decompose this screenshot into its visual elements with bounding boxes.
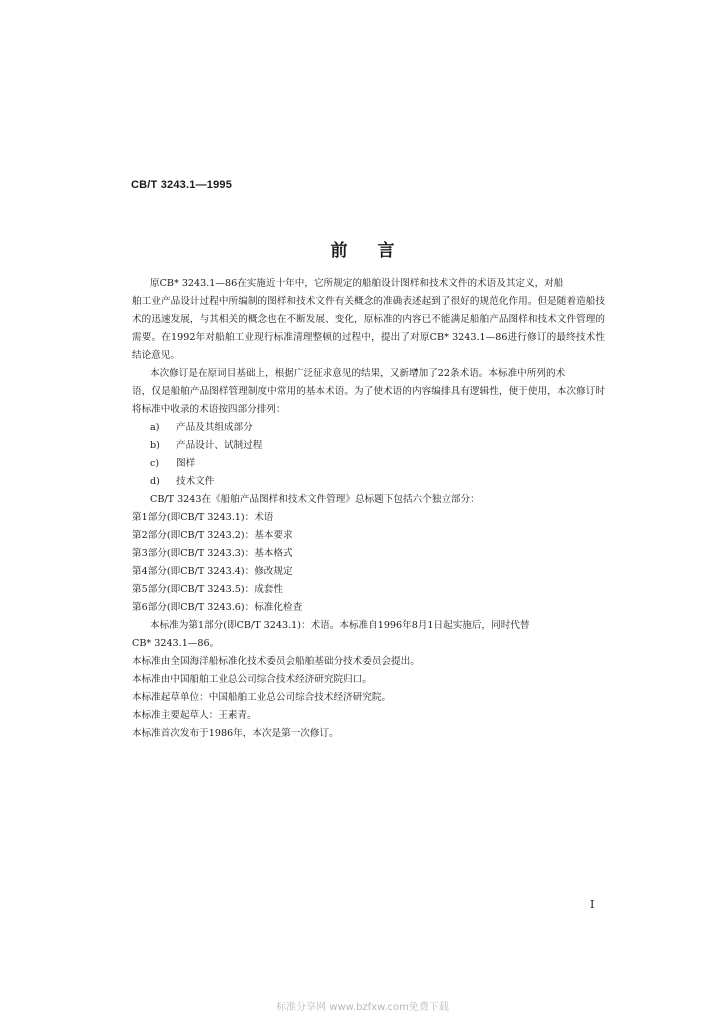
list-item-text: 技术文件 [176, 476, 215, 487]
list-item-text: 产品设计、试制过程 [176, 440, 263, 451]
part-line: 第3部分(即CB/T 3243.3)：基本格式 [132, 548, 293, 559]
intro-paragraph-continuation: 舶工业产品设计过程中所编制的图样和技术文件有关概念的准确表述起到了很好的规范化作用。但是随着造船技术的迅速发展，与其相关的概念也在不断发展、变化，原标准的内容已不能满足船舶产品图样和技术文件管理的需要。在1992年对船舶工业现行标准清理整顿的过程中，提出了对原CB* 3243.1—86进行修订的最终技术性结论意见。 [132, 296, 605, 361]
intro-paragraph-line1: 原CB* 3243.1—86在实施近十年中，它所规定的船舶设计图样和技术文件的术语及其定义，对船 [150, 278, 564, 289]
document-body [132, 275, 605, 743]
page-title: 前言 [330, 241, 425, 261]
watermark-text: 标准分享网 www.bzfxw.com免费下载 [276, 1002, 449, 1013]
list-item [150, 419, 605, 437]
part-line: 第4部分(即CB/T 3243.4)：修改规定 [132, 566, 293, 577]
list-item-text: 产品及其组成部分 [176, 422, 253, 433]
revision-paragraph-line1: 本次修订是在原词目基础上，根据广泛征求意见的结果，又新增加了22条术语。本标准中所列的术 [150, 368, 566, 379]
part-line: 第5部分(即CB/T 3243.5)：成套性 [132, 584, 283, 595]
closing-line: 本标准由中国船舶工业总公司综合技术经济研究院归口。 [132, 674, 372, 685]
list-item-letter: b) [150, 440, 160, 451]
part-line: 第2部分(即CB/T 3243.2)：基本要求 [132, 530, 293, 541]
list-item [150, 473, 605, 491]
revision-paragraph-continuation: 语，仅是船舶产品图样管理制度中常用的基本术语。为了使术语的内容编排具有逻辑性，便于使用，本次修订时将标准中收录的术语按四部分排列： [132, 386, 605, 415]
list-item-letter: a) [150, 422, 160, 433]
list-item [150, 455, 605, 473]
closing-line: 本标准由全国海洋船标准化技术委员会船舶基础分技术委员会提出。 [132, 656, 420, 667]
closing-line: 本标准起草单位：中国船舶工业总公司综合技术经济研究院。 [132, 692, 392, 703]
closing-line: 本标准首次发布于1986年，本次是第一次修订。 [132, 728, 339, 739]
series-intro: CB/T 3243在《船舶产品图样和技术文件管理》总标题下包括六个独立部分： [150, 494, 480, 505]
part-line: 第6部分(即CB/T 3243.6)：标准化检查 [132, 602, 303, 613]
closing-line: 本标准主要起草人：王素青。 [132, 710, 257, 721]
list-item-letter: d) [150, 476, 160, 487]
part-line: 第1部分(即CB/T 3243.1)：术语 [132, 512, 274, 523]
effective-paragraph-line1: 本标准为第1部分(即CB/T 3243.1)：术语。本标准自1996年8月1日起实施后，同时代替 [150, 620, 530, 631]
document-code: CB/T 3243.1—1995 [131, 179, 233, 191]
list-item [150, 437, 605, 455]
page-number: I [590, 898, 595, 911]
list-item-letter: c) [150, 458, 160, 469]
list-item-text: 图样 [176, 458, 196, 469]
effective-paragraph-continuation: CB* 3243.1—86。 [132, 638, 220, 649]
